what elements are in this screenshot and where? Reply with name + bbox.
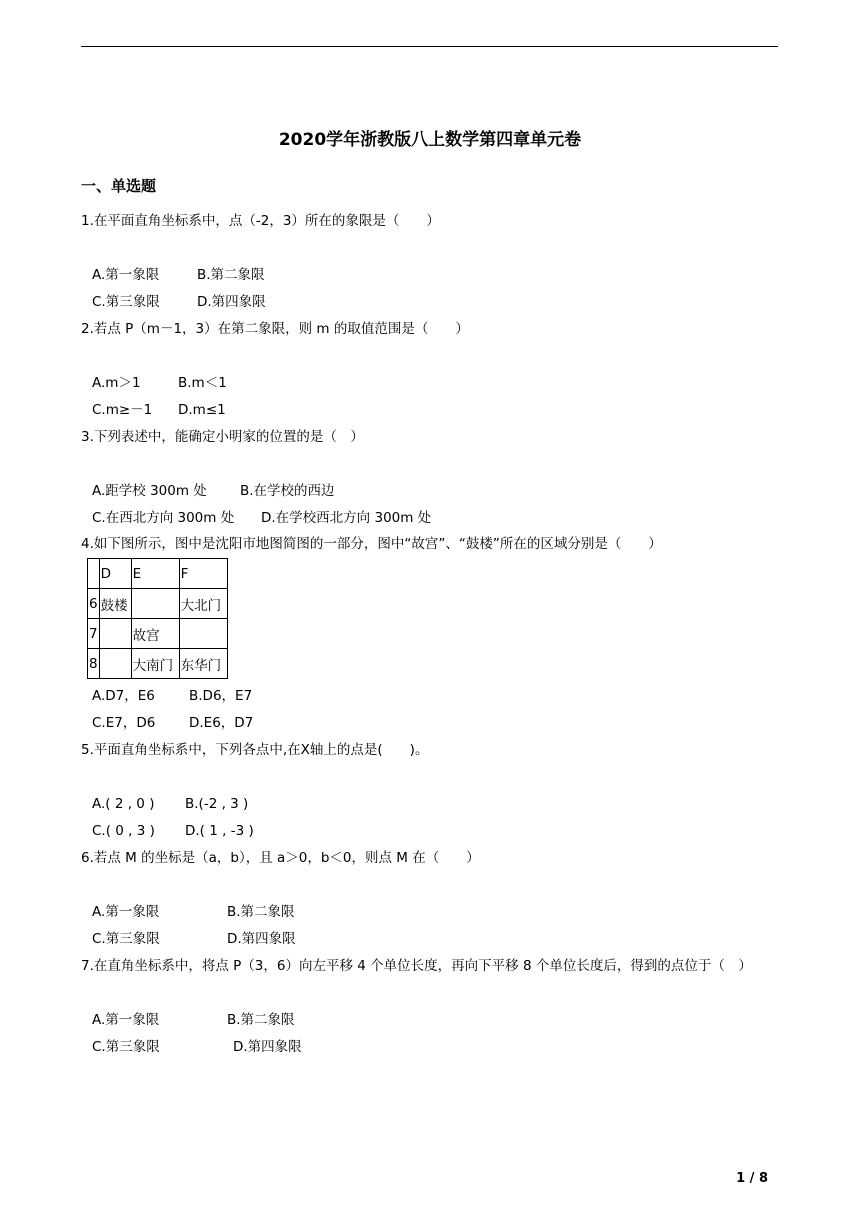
q1-option-b: B.第二象限 bbox=[197, 267, 265, 283]
q5-option-d: D.( 1 , -3 ) bbox=[185, 823, 254, 839]
q3-option-c: C.在西北方向 300m 处 bbox=[92, 510, 235, 526]
q4-option-c: C.E7，D6 bbox=[92, 715, 156, 731]
q4-option-b: B.D6，E7 bbox=[189, 688, 253, 704]
table-cell bbox=[99, 649, 131, 679]
q2-option-d: D.m≤1 bbox=[178, 402, 226, 418]
table-row bbox=[88, 649, 228, 679]
question-3: 3.下列表述中，能确定小明家的位置的是（ ） bbox=[81, 429, 364, 445]
q1-option-a: A.第一象限 bbox=[92, 267, 160, 283]
q6-option-d: D.第四象限 bbox=[227, 931, 296, 947]
table-cell bbox=[179, 619, 227, 649]
question-7: 7.在直角坐标系中，将点 P（3，6）向左平移 4 个单位长度，再向下平移 8 个单位长度后，得到的点位于（ ） bbox=[81, 958, 752, 974]
question-6: 6.若点 M 的坐标是（a，b），且 a＞0，b＜0，则点 M 在（ ） bbox=[81, 850, 480, 866]
table-cell: 故宫 bbox=[131, 619, 179, 649]
q3-option-a: A.距学校 300m 处 bbox=[92, 483, 207, 499]
q2-option-c: C.m≥－1 bbox=[92, 402, 153, 418]
q2-option-b: B.m＜1 bbox=[178, 375, 227, 391]
q3-option-d: D.在学校西北方向 300m 处 bbox=[261, 510, 432, 526]
q7-option-b: B.第二象限 bbox=[227, 1012, 295, 1028]
table-cell: D bbox=[99, 559, 131, 589]
q6-option-b: B.第二象限 bbox=[227, 904, 295, 920]
question-2: 2.若点 P（m－1，3）在第二象限，则 m 的取值范围是（ ） bbox=[81, 321, 469, 337]
table-cell bbox=[88, 559, 100, 589]
question-4: 4.如下图所示，图中是沈阳市地图简图的一部分，图中“故宫”、“鼓楼”所在的区域分别是（ ） bbox=[81, 536, 662, 552]
q1-option-d: D.第四象限 bbox=[197, 294, 266, 310]
q1-option-c: C.第三象限 bbox=[92, 294, 160, 310]
table-cell: F bbox=[179, 559, 227, 589]
page-number: 1 / 8 bbox=[736, 1171, 768, 1186]
table-row bbox=[88, 559, 228, 589]
table-cell: E bbox=[131, 559, 179, 589]
table-row bbox=[88, 589, 228, 619]
document-title: 2020学年浙教版八上数学第四章单元卷 bbox=[278, 130, 582, 150]
table-cell: 东华门 bbox=[179, 649, 227, 679]
q4-option-a: A.D7，E6 bbox=[92, 688, 155, 704]
question-5: 5.平面直角坐标系中，下列各点中,在X轴上的点是( )。 bbox=[81, 742, 429, 758]
table-row bbox=[88, 619, 228, 649]
table-cell: 大南门 bbox=[131, 649, 179, 679]
table-cell bbox=[131, 589, 179, 619]
question-1: 1.在平面直角坐标系中，点（-2，3）所在的象限是（ ） bbox=[81, 213, 440, 229]
header-rule bbox=[81, 46, 778, 47]
q7-option-c: C.第三象限 bbox=[92, 1039, 160, 1055]
q7-option-a: A.第一象限 bbox=[92, 1012, 160, 1028]
q3-option-b: B.在学校的西边 bbox=[240, 483, 335, 499]
q6-option-c: C.第三象限 bbox=[92, 931, 160, 947]
q5-option-c: C.( 0 , 3 ) bbox=[92, 823, 155, 839]
q6-option-a: A.第一象限 bbox=[92, 904, 160, 920]
table-cell: 8 bbox=[88, 649, 100, 679]
q5-option-a: A.( 2 , 0 ) bbox=[92, 796, 155, 812]
table-cell: 6 bbox=[88, 589, 100, 619]
section-heading: 一、单选题 bbox=[81, 177, 157, 195]
table-cell: 鼓楼 bbox=[99, 589, 131, 619]
q2-option-a: A.m＞1 bbox=[92, 375, 141, 391]
map-grid-table bbox=[87, 558, 228, 679]
q5-option-b: B.(-2 , 3 ) bbox=[185, 796, 249, 812]
table-cell: 大北门 bbox=[179, 589, 227, 619]
q4-option-d: D.E6，D7 bbox=[189, 715, 254, 731]
table-cell bbox=[99, 619, 131, 649]
q7-option-d: D.第四象限 bbox=[233, 1039, 302, 1055]
table-cell: 7 bbox=[88, 619, 100, 649]
